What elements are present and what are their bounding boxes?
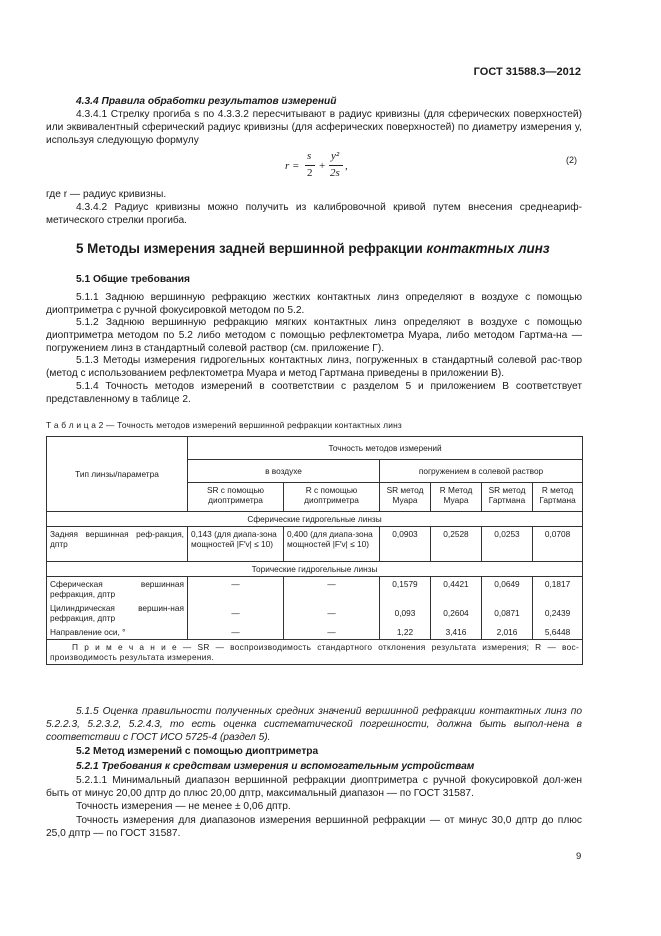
table-row — [47, 527, 583, 562]
formula-fraction-1-bar — [305, 165, 315, 166]
cell: — — [188, 601, 284, 625]
paragraph-4-3-4-2: 4.3.4.2 Радиус кривизны можно получить из калибровочной кривой путем внесения среднеариф-метического стрелки прогиба. — [46, 202, 582, 226]
section-toric: Торические гидрогельные линзы — [47, 562, 583, 577]
header-in-air: в воздухе — [188, 460, 380, 483]
header-sr-moire: SR метод Муара — [380, 483, 431, 512]
header-r-dioptrimeter: R с помощью диоптриметра — [284, 483, 380, 512]
section-5-heading-text: 5 Методы измерения задней вершинной рефракции — [76, 241, 427, 256]
row-label: Задняя вершинная реф-ракция, дптр — [47, 527, 188, 562]
formula-plus: + — [319, 160, 326, 172]
row-label: Сферическая вершинная рефракция, дптр — [47, 577, 188, 602]
table-row — [47, 625, 583, 640]
cell: 3,416 — [431, 625, 482, 640]
header-immersion: погружением в солевой раствор — [380, 460, 583, 483]
header-lens-type: Тип линзы/параметра — [47, 437, 188, 512]
cell: 0,143 (для диапа-зона мощностей |F′v| ≤ 10) — [188, 527, 284, 562]
header-accuracy: Точность методов измерений — [188, 437, 583, 460]
cell: 0,0708 — [533, 527, 583, 562]
cell: 0,4421 — [431, 577, 482, 602]
document-code: ГОСТ 31588.3—2012 — [473, 66, 581, 78]
cell: 0,0649 — [482, 577, 533, 602]
page-number: 9 — [576, 851, 582, 862]
formula-fraction-1-num: s — [307, 150, 312, 162]
table-section-row — [47, 562, 583, 577]
cell: 0,1579 — [380, 577, 431, 602]
header-sr-hartmann: SR метод Гартмана — [482, 483, 533, 512]
paragraph-5-1-3: 5.1.3 Методы измерения гидрогельных контактных линз, погруженных в стандартный солевой рас-твор (метод с использованием рефлектометра Муара и метод Гартмана приведены в приложении В). — [46, 355, 582, 379]
formula-fraction-2-den: 2s — [330, 167, 340, 179]
paragraph-5-1-4: 5.1.4 Точность методов измерений в соответствии с разделом 5 и приложением В соответствует представленному в таблице 2. — [46, 381, 582, 405]
cell: 1,22 — [380, 625, 431, 640]
header-r-moire: R Метод Муара — [431, 483, 482, 512]
paragraph-5-1-1: 5.1.1 Заднюю вершинную рефракцию жестких контактных линз определяют в воздухе с помощью диоптриметра с ручной фокусировкой методом по 5.2. — [46, 292, 582, 316]
section-spherical: Сферические гидрогельные линзы — [47, 512, 583, 527]
row-label: Направление оси, ° — [47, 625, 188, 640]
cell: 0,0903 — [380, 527, 431, 562]
section-5-heading — [76, 241, 550, 256]
cell: 0,0871 — [482, 601, 533, 625]
section-5-heading-italic: контактных линз — [426, 241, 550, 256]
table-header-row-1 — [47, 437, 583, 460]
cell: 0,2439 — [533, 601, 583, 625]
header-r-hartmann: R метод Гартмана — [533, 483, 583, 512]
cell: 0,400 (для диапа-зона мощностей |F′v| ≤ 10) — [284, 527, 380, 562]
section-5-2-1-heading: 5.2.1 Требования к средствам измерения и вспомогательным устройствам — [76, 761, 475, 772]
formula-comma: , — [345, 160, 348, 172]
table-2-caption: Т а б л и ц а 2 — Точность методов измерений вершинной рефракции контактных линз — [46, 420, 402, 430]
formula-fraction-2-bar — [329, 165, 343, 166]
table-note: П р и м е ч а н и е — SR — воспроизводимость стандартного отклонения результата измерения; R — вос-производимость результата измерения. — [47, 640, 583, 665]
cell: — — [284, 625, 380, 640]
row-label: Цилиндрическая вершин-ная рефракция, дптр — [47, 601, 188, 625]
section-4-3-4-title: 4.3.4 Правила обработки результатов измерений — [76, 96, 337, 107]
paragraph-5-1-2: 5.1.2 Заднюю вершинную рефракцию мягких контактных линз определяют в воздухе с помощью диоптриметра методом по 5.2 либо методом с помощью рефлектометра Муара, либо методом Гартма-на — погружением линз в стандартный солевой раствор (см. приложение Г). — [46, 317, 582, 354]
paragraph-5-1-5: 5.1.5 Оценка правильности полученных средних значений вершинной рефракции контактных линз по 5.2.2.3, 5.2.3.2, 5.2.4.3, то есть оценка систематической погрешности, должна быть выпол-нена в соответствии с ГОСТ ИСО 5725-4 (раздел 5). — [46, 706, 582, 743]
header-sr-dioptrimeter: SR с помощью диоптриметра — [188, 483, 284, 512]
table-note-row — [47, 640, 583, 665]
cell: — — [284, 577, 380, 602]
cell: — — [284, 601, 380, 625]
cell: 0,1817 — [533, 577, 583, 602]
cell: — — [188, 625, 284, 640]
table-row — [47, 601, 583, 625]
paragraph-accuracy-range: Точность измерения для диапазонов измерения вершинной рефракции — от минус 30,0 дптр до плюс 25,0 дптр — по ГОСТ 31587. — [46, 815, 582, 839]
paragraph-5-2-1-1: 5.2.1.1 Минимальный диапазон вершинной рефракции диоптриметра с ручной фокусировкой дол-жен быть от минус 20,00 дптр до плюс 20,00 дптр, максимальный диапазон — по ГОСТ 31587. — [46, 775, 582, 799]
cell: 0,2604 — [431, 601, 482, 625]
cell: — — [188, 577, 284, 602]
paragraph-4-3-4-1: 4.3.4.1 Стрелку прогиба s по 4.3.3.2 пересчитывают в радиус кривизны (для сферических поверхностей) или эквивалентный сферический радиус кривизны (для асферических поверхностей) по диаметру измерения y, используя следующую формулу — [46, 109, 582, 146]
formula-number: (2) — [566, 155, 577, 165]
paragraph-accuracy: Точность измерения — не менее ± 0,06 дптр. — [76, 801, 291, 812]
section-5-2-heading: 5.2 Метод измерений с помощью диоптриметра — [76, 746, 319, 757]
cell: 5,6448 — [533, 625, 583, 640]
table-row — [47, 577, 583, 602]
formula-fraction-1-den: 2 — [307, 167, 313, 179]
formula-lhs: r = — [285, 160, 300, 172]
section-5-1-heading: 5.1 Общие требования — [76, 274, 190, 285]
cell: 0,2528 — [431, 527, 482, 562]
table-2 — [46, 436, 583, 665]
cell: 0,093 — [380, 601, 431, 625]
formula-fraction-2-num: y² — [331, 150, 340, 162]
cell: 0,0253 — [482, 527, 533, 562]
table-section-row — [47, 512, 583, 527]
formula-where: где r — радиус кривизны. — [46, 189, 167, 200]
cell: 2,016 — [482, 625, 533, 640]
